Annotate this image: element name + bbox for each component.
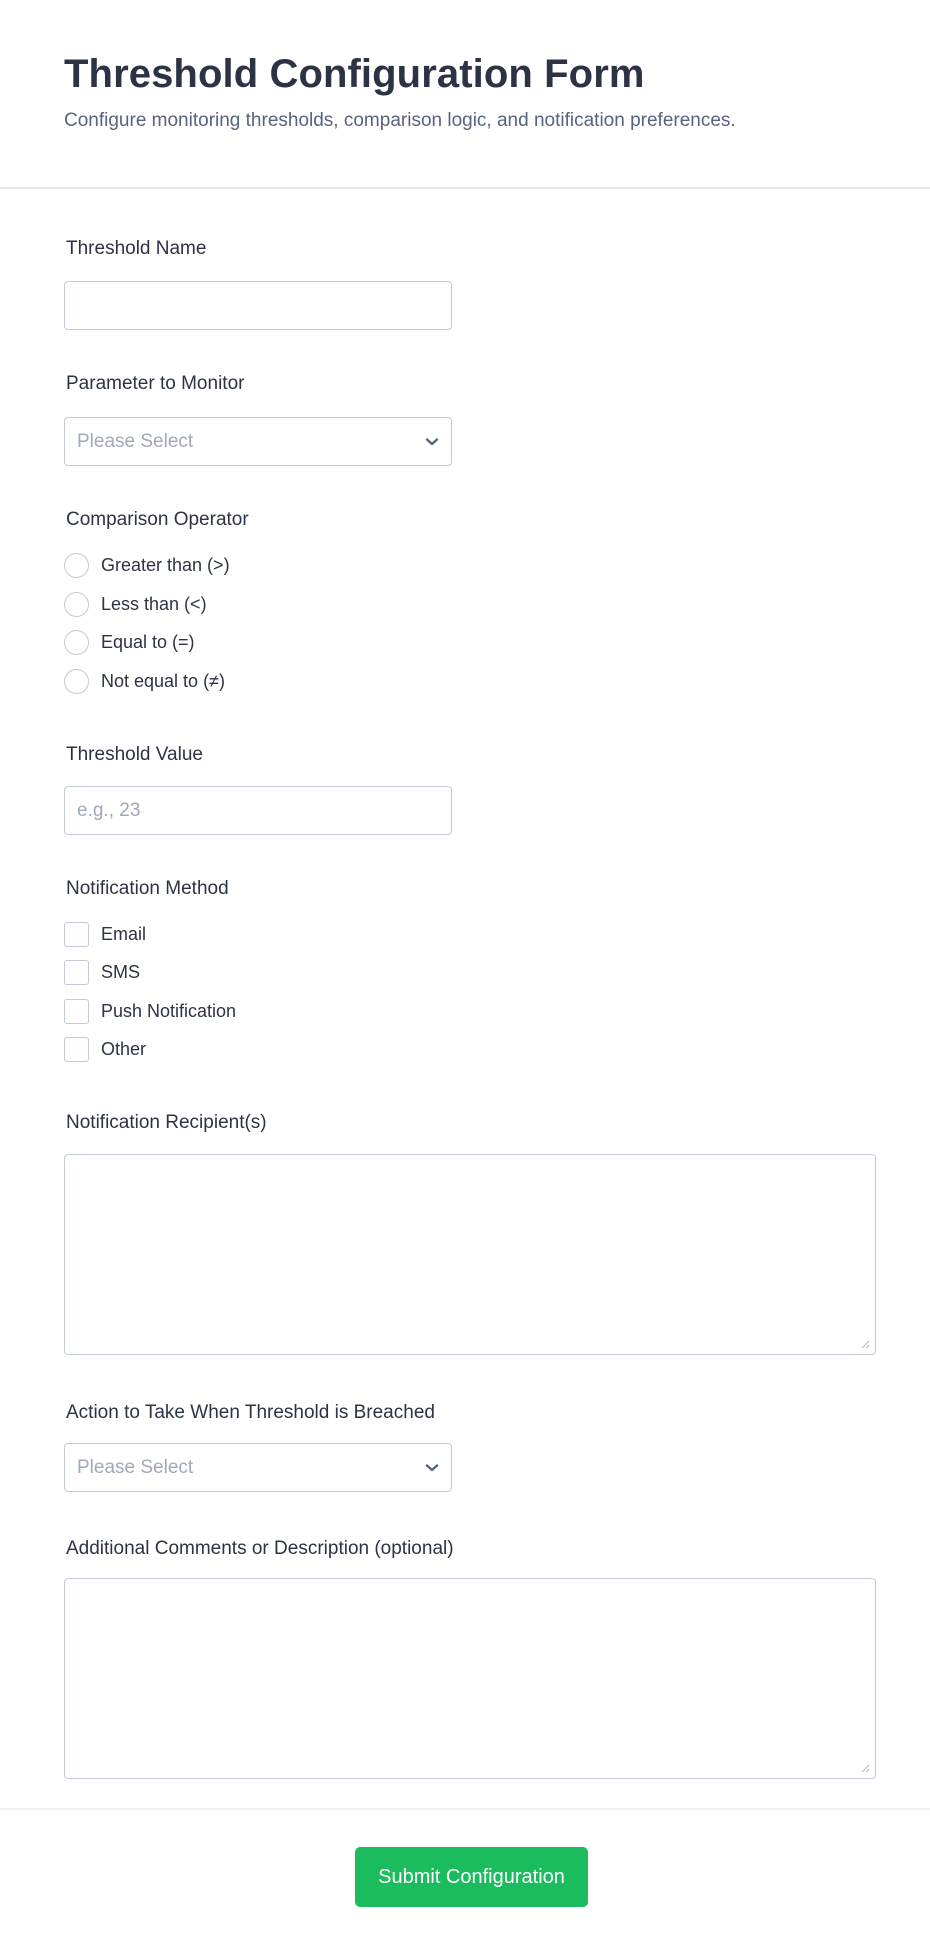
recipients-textarea[interactable] xyxy=(64,1154,876,1355)
resize-handle-icon[interactable] xyxy=(860,1339,870,1349)
operator-label: Comparison Operator xyxy=(66,509,249,530)
option-label: Equal to (=) xyxy=(101,631,195,652)
resize-handle-icon[interactable] xyxy=(860,1763,870,1773)
action-select-value: Please Select xyxy=(77,1456,194,1478)
action-select[interactable] xyxy=(64,1443,452,1492)
parameter-select[interactable] xyxy=(64,417,452,466)
checkbox[interactable] xyxy=(64,922,89,947)
notification-option-sms[interactable] xyxy=(64,959,140,985)
footer-divider xyxy=(0,1808,930,1810)
radio-button[interactable] xyxy=(64,553,89,578)
checkbox[interactable] xyxy=(64,999,89,1024)
radio-button[interactable] xyxy=(64,592,89,617)
chevron-down-icon xyxy=(425,437,439,447)
option-label: Greater than (>) xyxy=(101,554,230,575)
checkbox[interactable] xyxy=(64,960,89,985)
operator-option-not-equal[interactable] xyxy=(64,668,225,694)
option-label: Push Notification xyxy=(101,1000,237,1021)
notification-option-other[interactable] xyxy=(64,1036,146,1062)
recipients-label: Notification Recipient(s) xyxy=(66,1112,267,1133)
threshold-value-label: Threshold Value xyxy=(66,744,203,765)
checkbox[interactable] xyxy=(64,1037,89,1062)
form-header xyxy=(0,0,930,189)
threshold-name-label: Threshold Name xyxy=(66,238,207,259)
option-label: Less than (<) xyxy=(101,593,207,614)
radio-button[interactable] xyxy=(64,669,89,694)
comments-textarea[interactable] xyxy=(64,1578,876,1779)
parameter-label: Parameter to Monitor xyxy=(66,373,245,394)
threshold-name-input[interactable] xyxy=(64,281,452,330)
option-label: Not equal to (≠) xyxy=(101,670,225,691)
chevron-down-icon xyxy=(425,1463,439,1473)
operator-option-less[interactable] xyxy=(64,591,207,617)
notification-option-push[interactable] xyxy=(64,998,236,1024)
comments-label: Additional Comments or Description (optional) xyxy=(66,1538,454,1559)
option-label: SMS xyxy=(101,961,141,982)
notification-method-label: Notification Method xyxy=(66,878,229,899)
operator-option-greater[interactable] xyxy=(64,552,230,578)
option-label: Other xyxy=(101,1038,147,1059)
option-label: Email xyxy=(101,923,147,944)
page-subtitle: Configure monitoring thresholds, comparison logic, and notification preferences. xyxy=(64,110,736,131)
action-label: Action to Take When Threshold is Breached xyxy=(66,1402,435,1423)
page-title: Threshold Configuration Form xyxy=(64,52,645,96)
threshold-value-input[interactable] xyxy=(64,786,452,835)
notification-option-email[interactable] xyxy=(64,921,146,947)
operator-option-equal[interactable] xyxy=(64,629,195,655)
submit-configuration-button[interactable]: Submit Configuration xyxy=(355,1847,588,1907)
parameter-select-value: Please Select xyxy=(77,430,194,452)
radio-button[interactable] xyxy=(64,630,89,655)
